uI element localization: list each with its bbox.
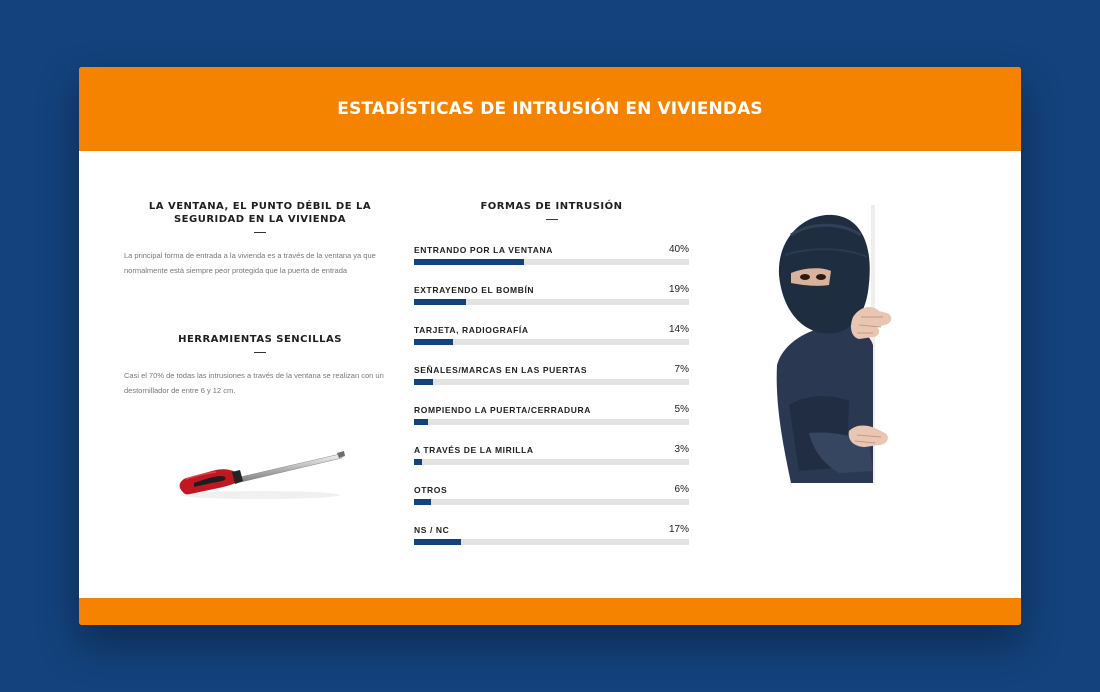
stat-bar-fill xyxy=(414,259,524,265)
header-bar xyxy=(79,67,1021,151)
burglar-image xyxy=(769,205,929,487)
stat-bar-fill xyxy=(414,339,453,345)
stat-row xyxy=(414,285,689,325)
title-divider xyxy=(546,219,558,220)
stats-title xyxy=(414,200,689,220)
stat-label: SEÑALES/MARCAS EN LAS PUERTAS xyxy=(414,365,588,375)
stat-value: 19% xyxy=(668,284,689,295)
section-window-title xyxy=(124,200,396,233)
stat-label: OTROS xyxy=(414,485,448,495)
stat-label: TARJETA, RADIOGRAFÍA xyxy=(414,325,529,335)
stat-row xyxy=(414,245,689,285)
infographic-card xyxy=(79,67,1021,625)
section-tools-title xyxy=(124,333,396,353)
stat-row xyxy=(414,365,689,405)
title-divider xyxy=(254,352,266,353)
stat-label: NS / NC xyxy=(414,525,450,535)
stat-bar-fill xyxy=(414,419,428,425)
footer-bar xyxy=(79,598,1021,625)
page-title: ESTADÍSTICAS DE INTRUSIÓN EN VIVIENDAS xyxy=(337,99,763,119)
stat-bar-track xyxy=(414,339,689,345)
stat-bar-fill xyxy=(414,299,466,305)
stat-bar-track xyxy=(414,539,689,545)
stat-bar-track xyxy=(414,299,689,305)
screwdriver-image xyxy=(174,447,354,503)
stat-label: ROMPIENDO LA PUERTA/CERRADURA xyxy=(414,405,592,415)
stat-bar-track xyxy=(414,259,689,265)
stat-bar-track xyxy=(414,459,689,465)
stat-bar-fill xyxy=(414,499,431,505)
title-divider xyxy=(254,232,266,233)
stat-label: EXTRAYENDO EL BOMBÍN xyxy=(414,285,535,295)
stat-value: 3% xyxy=(674,444,689,455)
stat-bar-track xyxy=(414,499,689,505)
stat-value: 40% xyxy=(668,244,689,255)
stat-row xyxy=(414,405,689,445)
stat-bar-track xyxy=(414,419,689,425)
stat-bar-fill xyxy=(414,459,422,465)
stat-bar-fill xyxy=(414,379,433,385)
section-tools-title-text: HERRAMIENTAS SENCILLAS xyxy=(178,334,342,345)
stat-value: 17% xyxy=(668,524,689,535)
stat-row xyxy=(414,525,689,565)
stat-value: 7% xyxy=(674,364,689,375)
stat-row xyxy=(414,445,689,485)
section-tools-text: Casi el 70% de todas las intrusiones a través de la ventana se realizan con un destornillador de entre 6 y 12 cm. xyxy=(124,371,384,395)
section-window-text: La principal forma de entrada a la vivienda es a través de la ventana ya que normalmente está siempre peor protegida que la puerta de entrada xyxy=(124,251,376,275)
stats-title-text: FORMAS DE INTRUSIÓN xyxy=(480,201,623,212)
stat-row xyxy=(414,325,689,365)
stat-value: 14% xyxy=(668,324,689,335)
stat-label: ENTRANDO POR LA VENTANA xyxy=(414,245,553,255)
stats-list xyxy=(414,245,689,565)
stat-label: A TRAVÉS DE LA MIRILLA xyxy=(414,445,534,455)
section-window-title-text: LA VENTANA, EL PUNTO DÉBIL DE LA SEGURIDAD EN LA VIVIENDA xyxy=(148,201,372,225)
stat-bar-track xyxy=(414,379,689,385)
stat-value: 5% xyxy=(674,404,689,415)
stat-row xyxy=(414,485,689,525)
stat-value: 6% xyxy=(674,484,689,495)
stat-bar-fill xyxy=(414,539,461,545)
